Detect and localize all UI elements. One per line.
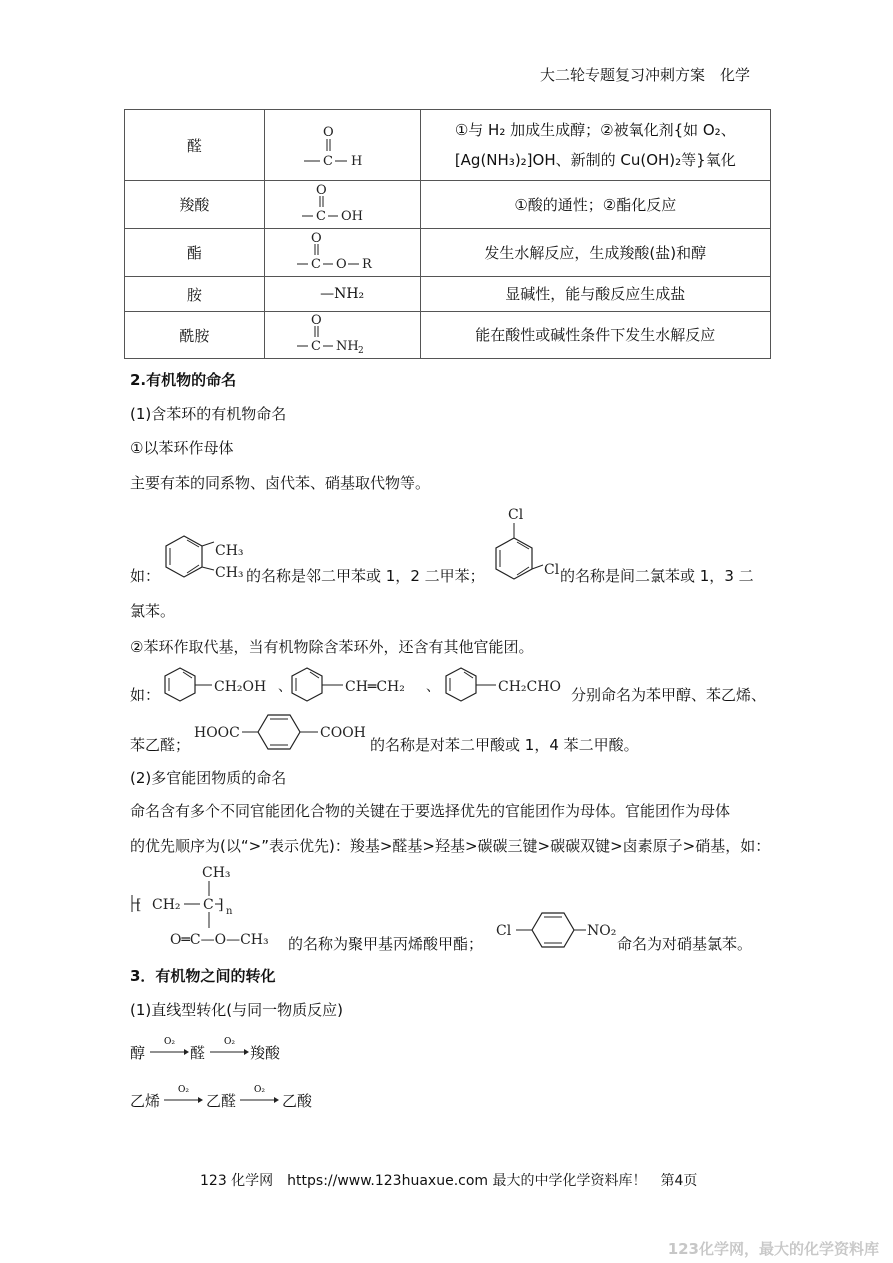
o-xylene-structure <box>158 530 250 586</box>
svg-text:H: H <box>351 154 363 169</box>
property-line: [Ag(NH₃)₂]OH、新制的 Cu(OH)₂等}氧化 <box>454 151 736 169</box>
paragraph: 主要有苯的同系物、卤代苯、硝基取代物等。 <box>130 474 431 492</box>
property-line: ①与 H₂ 加成生成醇；②被氧化剂{如 O₂、 <box>454 121 736 139</box>
svg-text:C: C <box>311 339 322 354</box>
paragraph: 的名称是间二氯苯或 1，3 二 <box>560 567 754 585</box>
cl-label: Cl <box>544 562 560 578</box>
table-row <box>125 110 771 181</box>
no2-label: NO₂ <box>587 923 617 939</box>
chch2-label: CH═CH₂ <box>345 679 405 695</box>
group-name: 酰胺 <box>125 312 265 359</box>
aldehyde-formula <box>264 110 420 181</box>
ch2-label: CH₂ <box>152 897 181 913</box>
terephthalic-acid-structure <box>194 712 372 754</box>
table-row <box>125 181 771 229</box>
group-property: 发生水解反应，生成羧酸(盐)和醇 <box>420 229 770 277</box>
conversion-chain-alcohol <box>130 1030 430 1064</box>
svg-text:2: 2 <box>358 346 364 356</box>
ch3-label: CH₃ <box>215 543 244 559</box>
quaternary-c-label: C <box>203 897 214 913</box>
svg-text:]: ] <box>218 897 224 913</box>
hooc-label: HOOC <box>194 725 240 741</box>
table-row <box>125 312 771 359</box>
subsection-heading: (1)含苯环的有机物命名 <box>130 405 287 423</box>
chain-node: 乙酸 <box>282 1092 313 1110</box>
group-property: 显碱性，能与酸反应生成盐 <box>420 277 770 312</box>
cl-label: Cl <box>508 507 524 523</box>
carboxyl-formula <box>264 181 420 229</box>
paragraph: 的优先顺序为(以“>”表示优先)：羧基>醛基>羟基>碳碳三键>碳碳双键>卤素原子>硝基，如： <box>130 837 771 855</box>
group-property <box>420 110 770 181</box>
chain-node: 醇 <box>130 1044 146 1062</box>
ch2cho-label: CH₂CHO <box>498 679 561 695</box>
benzene-derivatives-structures <box>160 665 572 705</box>
chain-node: 醛 <box>190 1044 206 1062</box>
conversion-chain-ethylene <box>130 1078 430 1112</box>
watermark: 123化学网，最大的化学资料库 <box>667 1240 879 1258</box>
arrow-icon <box>238 1082 280 1110</box>
paragraph: 命名为对硝基氯苯。 <box>617 935 753 953</box>
example-prefix: 如： <box>130 567 161 585</box>
styrene-structure <box>292 668 405 701</box>
group-name: 酯 <box>125 229 265 277</box>
example-prefix: 苯乙醛； <box>130 736 191 754</box>
svg-text:O: O <box>323 125 334 140</box>
amine-formula: —NH₂ <box>264 277 420 312</box>
amide-formula <box>264 312 420 359</box>
chain-node: 羧酸 <box>250 1044 281 1062</box>
section-heading: 2.有机物的命名 <box>130 371 237 389</box>
arrow-icon <box>148 1034 190 1062</box>
svg-text:O: O <box>311 230 322 246</box>
svg-text:OH: OH <box>341 208 364 224</box>
m-dichlorobenzene-structure <box>488 502 568 586</box>
ch2oh-label: CH₂OH <box>214 679 267 695</box>
table-row <box>125 229 771 277</box>
ester-formula <box>264 229 420 277</box>
page-header: 大二轮专题复习冲刺方案 化学 <box>540 66 751 84</box>
benzyl-alcohol-structure <box>165 668 266 701</box>
svg-text:NH: NH <box>336 339 359 354</box>
section-heading: 3．有机物之间的转化 <box>130 967 276 985</box>
cooh-label: COOH <box>320 725 366 741</box>
chain-node: 乙醛 <box>206 1092 237 1110</box>
arrow-icon <box>162 1082 204 1110</box>
degree-n-label: n <box>226 906 233 917</box>
reagent-label: O₂ <box>178 1085 189 1095</box>
cl-label: Cl <box>496 923 512 939</box>
svg-text:O: O <box>311 313 322 328</box>
page-footer: 123 化学网 https://www.123huaxue.com 最大的中学化学资料库！ 第4页 <box>200 1173 698 1189</box>
ester-group-label: O═C—O—CH₃ <box>170 932 269 948</box>
ch3-label: CH₃ <box>215 565 244 581</box>
paragraph: 命名含有多个不同官能团化合物的关键在于要选择优先的官能团作为母体。官能团作为母体 <box>130 802 731 820</box>
reagent-label: O₂ <box>254 1085 265 1095</box>
list-item: ①以苯环作母体 <box>130 439 234 457</box>
svg-text:、: 、 <box>426 679 440 695</box>
group-name: 羧酸 <box>125 181 265 229</box>
chain-node: 乙烯 <box>130 1092 161 1110</box>
svg-text:C: C <box>323 154 334 169</box>
paragraph: 分别命名为苯甲醇、苯乙烯、 <box>571 686 767 704</box>
paragraph: 的名称是邻二甲苯或 1，2 二甲苯； <box>246 567 485 585</box>
phenylacetaldehyde-structure <box>446 668 561 701</box>
reagent-label: O₂ <box>164 1037 175 1047</box>
group-name: 醛 <box>125 110 265 181</box>
svg-text:、: 、 <box>278 679 292 695</box>
group-property: ①酸的通性；②酯化反应 <box>420 181 770 229</box>
paragraph: 的名称是对苯二甲酸或 1，4 苯二甲酸。 <box>370 736 639 754</box>
ch3-label: CH₃ <box>202 865 231 881</box>
reagent-label: O₂ <box>224 1037 235 1047</box>
functional-group-table <box>124 109 771 359</box>
svg-text:C: C <box>316 208 327 224</box>
group-property: 能在酸性或碱性条件下发生水解反应 <box>420 312 770 359</box>
svg-text:R: R <box>362 256 372 272</box>
subsection-heading: (1)直线型转化(与同一物质反应) <box>130 1001 343 1019</box>
arrow-icon <box>208 1034 250 1062</box>
group-name: 胺 <box>125 277 265 312</box>
svg-text:[: [ <box>136 897 142 913</box>
pmma-structure <box>130 860 292 950</box>
svg-text:O: O <box>316 182 327 198</box>
example-prefix: 如： <box>130 686 161 704</box>
subsection-heading: (2)多官能团物质的命名 <box>130 769 287 787</box>
paragraph: 的名称为聚甲基丙烯酸甲酯； <box>288 935 484 953</box>
table-row <box>125 277 771 312</box>
svg-text:O: O <box>336 256 347 272</box>
svg-text:C: C <box>311 256 322 272</box>
p-nitrochlorobenzene-structure <box>496 910 620 952</box>
paragraph: 氯苯。 <box>130 602 176 620</box>
list-item: ②苯环作取代基，当有机物除含苯环外，还含有其他官能团。 <box>130 638 534 656</box>
